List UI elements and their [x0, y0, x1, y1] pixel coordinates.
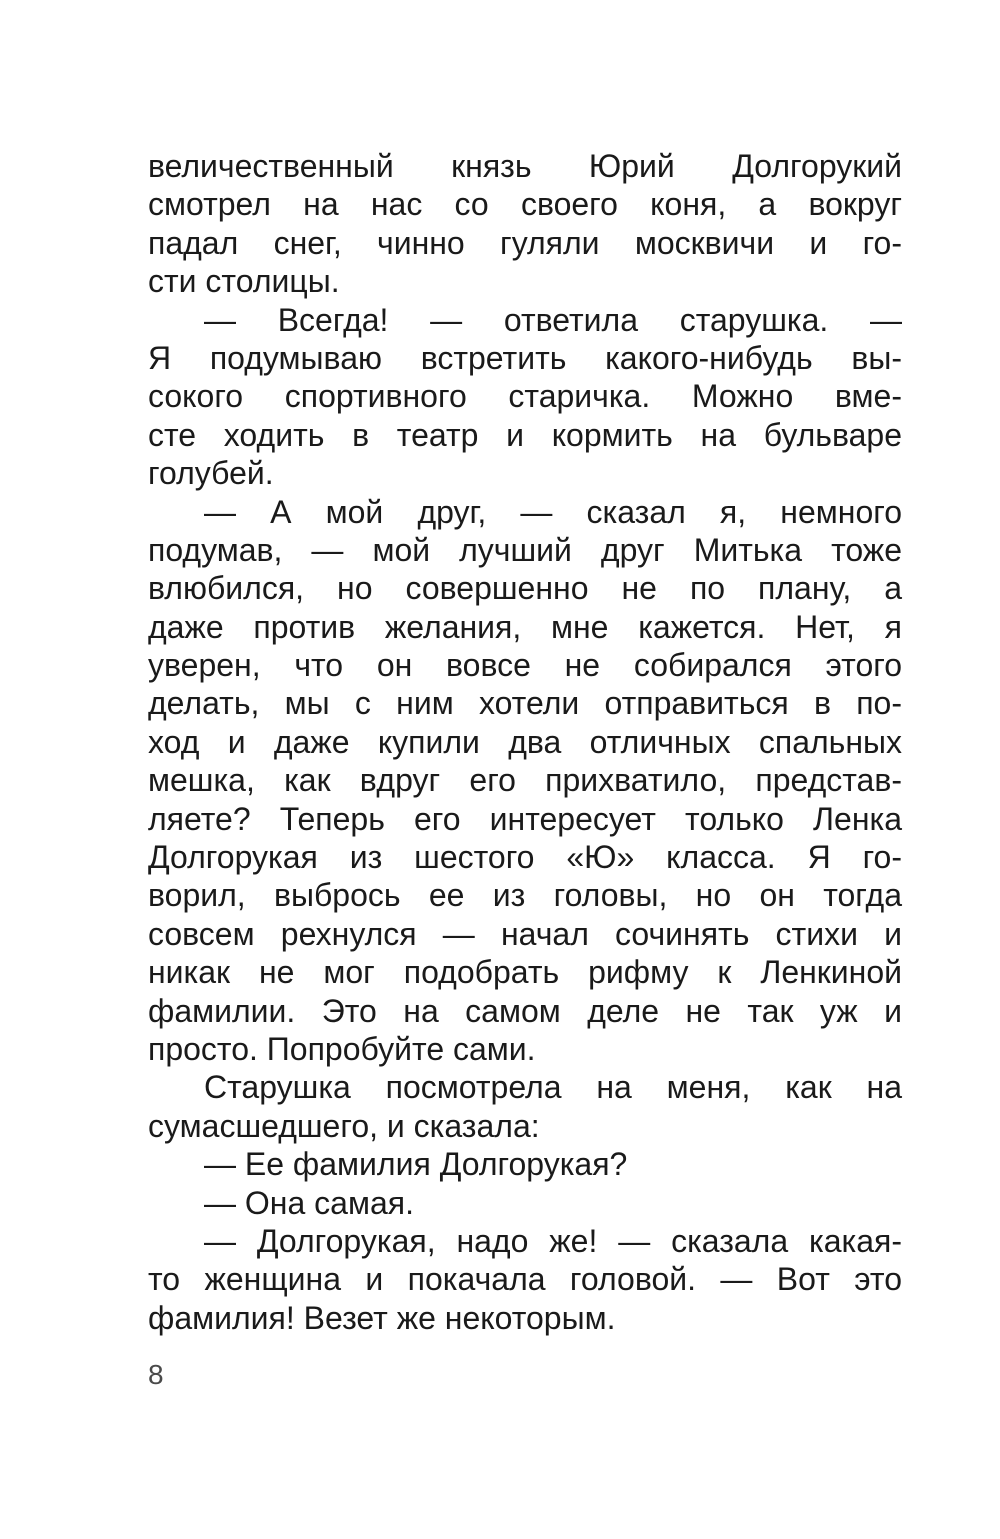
text-line: падал снег, чинно гуляли москвичи и го-: [148, 224, 902, 261]
text-line: совсем рехнулся — начал сочинять стихи и: [148, 915, 902, 952]
text-line: просто. Попробуйте сами.: [148, 1030, 536, 1067]
body-text: [148, 147, 902, 1337]
text-line: фамилии. Это на самом деле не так уж и: [148, 992, 902, 1029]
text-line: — Ее фамилия Долгорукая?: [204, 1146, 628, 1183]
text-line: сумасшедшего, и сказала:: [148, 1107, 540, 1144]
text-line: мешка, как вдруг его прихватило, представ-: [148, 762, 902, 799]
text-line: ход и даже купили два отличных спальных: [148, 723, 902, 760]
text-line: фамилия! Везет же некоторым.: [148, 1299, 616, 1336]
text-line: то женщина и покачала головой. — Вот это: [148, 1261, 902, 1298]
text-line: — Она самая.: [204, 1184, 414, 1221]
text-line: сте ходить в театр и кормить на бульваре: [148, 416, 902, 453]
page-number: 8: [148, 1359, 164, 1390]
text-line: Старушка посмотрела на меня, как на: [204, 1069, 902, 1106]
text-line: голубей.: [148, 455, 274, 492]
text-line: величественный князь Юрий Долгорукий: [148, 148, 902, 184]
text-line: сокого спортивного старичка. Можно вме-: [148, 378, 902, 415]
text-line: влюбился, но совершенно не по плану, а: [148, 570, 902, 607]
text-line: даже против желания, мне кажется. Нет, я: [148, 608, 902, 645]
text-line: Я подумываю встретить какого-нибудь вы-: [148, 339, 902, 376]
text-line: делать, мы с ним хотели отправиться в по-: [148, 685, 902, 722]
text-line: — Долгорукая, надо же! — сказала какая-: [204, 1222, 902, 1259]
text-line: — А мой друг, — сказал я, немного: [204, 493, 902, 530]
text-line: уверен, что он вовсе не собирался этого: [148, 647, 902, 684]
text-line: смотрел на нас со своего коня, а вокруг: [148, 186, 902, 223]
text-line: — Всегда! — ответила старушка. —: [204, 301, 902, 338]
text-line: ворил, выбрось ее из головы, но он тогда: [148, 877, 902, 914]
text-line: никак не мог подобрать рифму к Ленкиной: [148, 954, 902, 991]
text-line: сти столицы.: [148, 263, 340, 300]
text-line: ляете? Теперь его интересует только Ленка: [148, 800, 902, 837]
text-line: Долгорукая из шестого «Ю» класса. Я го-: [148, 839, 902, 876]
text-line: подумав, — мой лучший друг Митька тоже: [148, 531, 902, 568]
